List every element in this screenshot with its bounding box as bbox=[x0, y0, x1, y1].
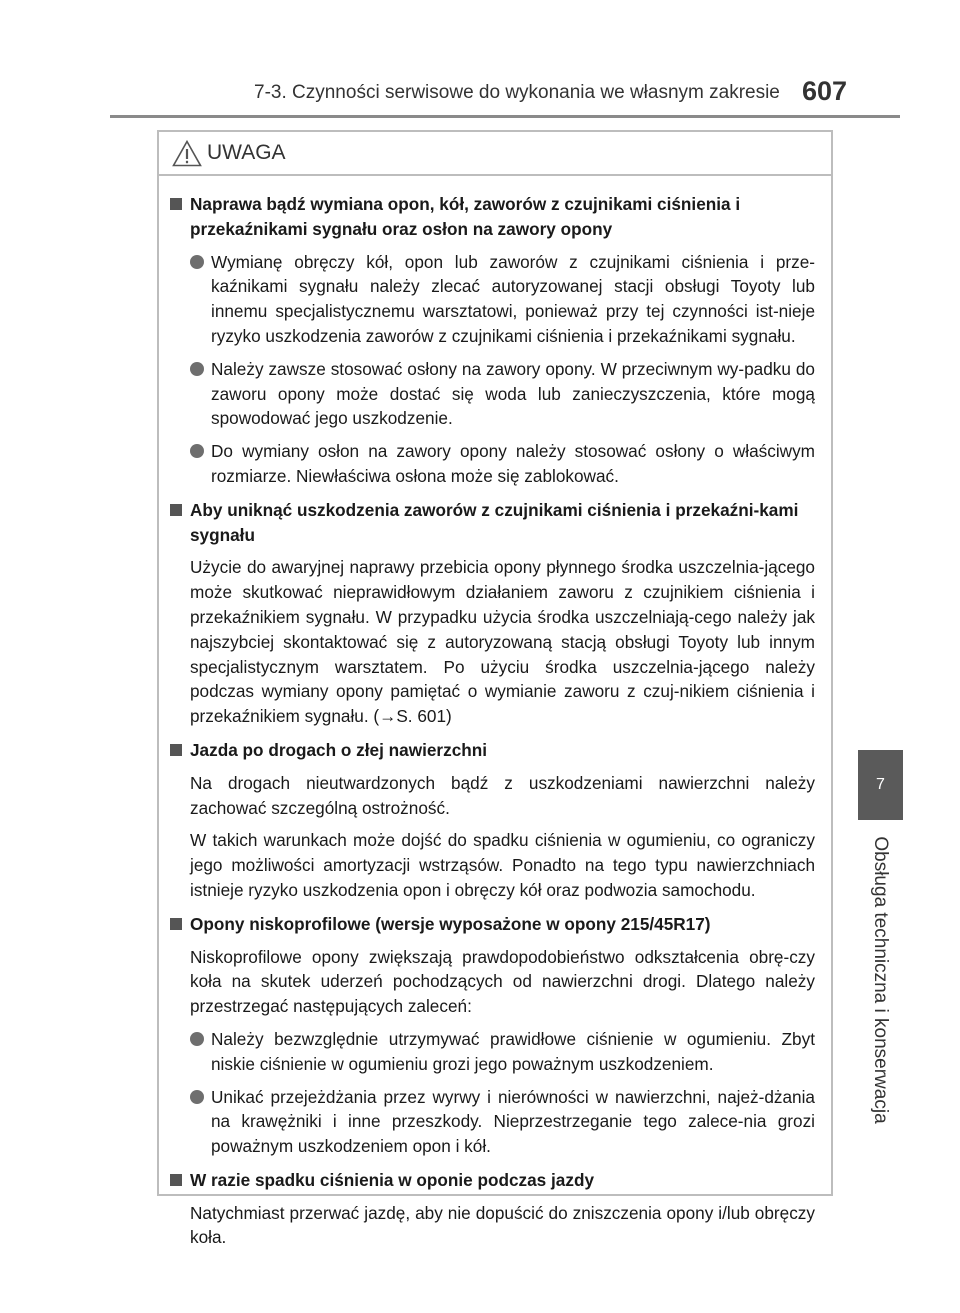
list-item bbox=[190, 1085, 815, 1159]
circle-bullet-icon bbox=[190, 255, 204, 269]
section-title-text: W razie spadku ciśnienia w oponie podczas jazdy bbox=[190, 1169, 595, 1190]
list-item-text: Do wymiany osłon na zawory opony należy stosować osłony o właściwym rozmiarze. Niewłaściwa osłona może się zablokować. bbox=[211, 441, 815, 486]
chapter-tab: 7 bbox=[858, 750, 903, 820]
square-bullet-icon bbox=[170, 744, 182, 756]
circle-bullet-icon bbox=[190, 1032, 204, 1046]
paragraph: Na drogach nieutwardzonych bądź z uszkodzeniami nawierzchni należy zachować szczególną ostrożność. bbox=[190, 772, 815, 818]
chapter-header-title: 7-3. Czynności serwisowe do wykonania we własnym zakresie bbox=[254, 82, 780, 103]
section-title-text: Aby uniknąć uszkodzenia zaworów z czujnikami ciśnienia i przekaźni-kami sygnału bbox=[190, 499, 799, 545]
circle-bullet-icon bbox=[190, 1090, 204, 1104]
warning-content bbox=[159, 176, 831, 1250]
section-title bbox=[169, 912, 815, 937]
header-divider bbox=[110, 115, 900, 118]
list-item-text: Należy zawsze stosować osłony na zawory opony. W przeciwnym wy-padku do zaworu opony może dostać się woda lub zanieczyszczenia, które mogą spowodować jego uszkodzenie. bbox=[211, 358, 815, 429]
warning-title: UWAGA bbox=[207, 141, 286, 164]
square-bullet-icon bbox=[170, 504, 182, 516]
paragraph: Użycie do awaryjnej naprawy przebicia opony płynnego środka uszczelnia-jącego może skutkować nieprawidłowym działaniem zaworu z czujnikiem ciśnienia i przekaźnikiem sygnału. W przypadku użycia środka uszczelniają-cego należy jak najszybciej skontaktować się z autoryzowaną stacją obsługi Toyoty lub innym specjalistycznym warsztatem. Po użyciu środka uszczelnia-jącego należy podczas wymiany opony pamiętać o wymianie zaworu z czuj-nikiem ciśnienia i przekaźnikiem sygnału. (→S. 601) bbox=[190, 557, 815, 727]
page-number: 607 bbox=[802, 76, 848, 106]
list-item-text: Należy bezwzględnie utrzymywać prawidłowe ciśnienie w ogumieniu. Zbyt niskie ciśnienie w ogumieniu grozi jego poważnym uszkodzeniem. bbox=[211, 1028, 815, 1074]
warning-triangle-icon bbox=[172, 140, 202, 167]
chapter-side-label: Obsługa techniczna i konserwacja bbox=[870, 836, 891, 1124]
section-title bbox=[169, 738, 815, 763]
warning-box bbox=[157, 130, 833, 1248]
paragraph: W takich warunkach może dojść do spadku ciśnienia w ogumieniu, co ograniczy jego możliwości amortyzacji wstrząsów. Ponadto na tego typu nawierzchniach istnieje ryzyko uszkodzenia opon i obręczy kół oraz podwozia samochodu. bbox=[190, 830, 815, 900]
square-bullet-icon bbox=[170, 918, 182, 930]
list-item-text: Wymianę obręczy kół, opon lub zaworów z czujnikami ciśnienia i prze-kaźnikami sygnału należy zlecać autoryzowanej stacji obsługi Toyoty lub innemu specjalistycznemu warsztatowi, ponieważ przy tej czynności ist-nieje ryzyko uszkodzenia zaworów z czujnikami ciśnienia i przekaźnikami sygnału. bbox=[211, 251, 815, 346]
list-item bbox=[190, 357, 815, 431]
section-title bbox=[169, 498, 815, 548]
section-title bbox=[169, 192, 815, 242]
section-title-text: Opony niskoprofilowe (wersje wyposażone w opony 215/45R17) bbox=[190, 913, 711, 934]
square-bullet-icon bbox=[170, 1174, 182, 1186]
circle-bullet-icon bbox=[190, 362, 204, 376]
section-title-text: Jazda po drogach o złej nawierzchni bbox=[190, 739, 488, 760]
list-item bbox=[190, 439, 815, 489]
square-bullet-icon bbox=[170, 198, 182, 210]
paragraph: Niskoprofilowe opony zwiększają prawdopodobieństwo odkształcenia obrę-czy koła na skutek uderzeń pochodzących od nawierzchni drogi. Dlatego należy przestrzegać następujących zaleceń: bbox=[190, 946, 815, 1017]
list-item bbox=[190, 1027, 815, 1077]
list-item-text: Unikać przejeżdżania przez wyrwy i nierówności w nawierzchni, najeż-dżania na krawężniki i inne przeszkody. Nieprzestrzeganie tego zalece-nia grozi poważnym uszkodzeniem opon i kół. bbox=[211, 1086, 815, 1157]
list-item bbox=[190, 250, 815, 349]
circle-bullet-icon bbox=[190, 444, 204, 458]
paragraph: Natychmiast przerwać jazdę, aby nie dopuścić do zniszczenia opony i/lub obręczy koła. bbox=[190, 1202, 815, 1248]
warning-header bbox=[159, 132, 831, 176]
section-title-text: Naprawa bądź wymiana opon, kół, zaworów z czujnikami ciśnienia i przekaźnikami sygnału oraz osłon na zawory opony bbox=[190, 194, 741, 239]
section-title bbox=[169, 1168, 815, 1193]
